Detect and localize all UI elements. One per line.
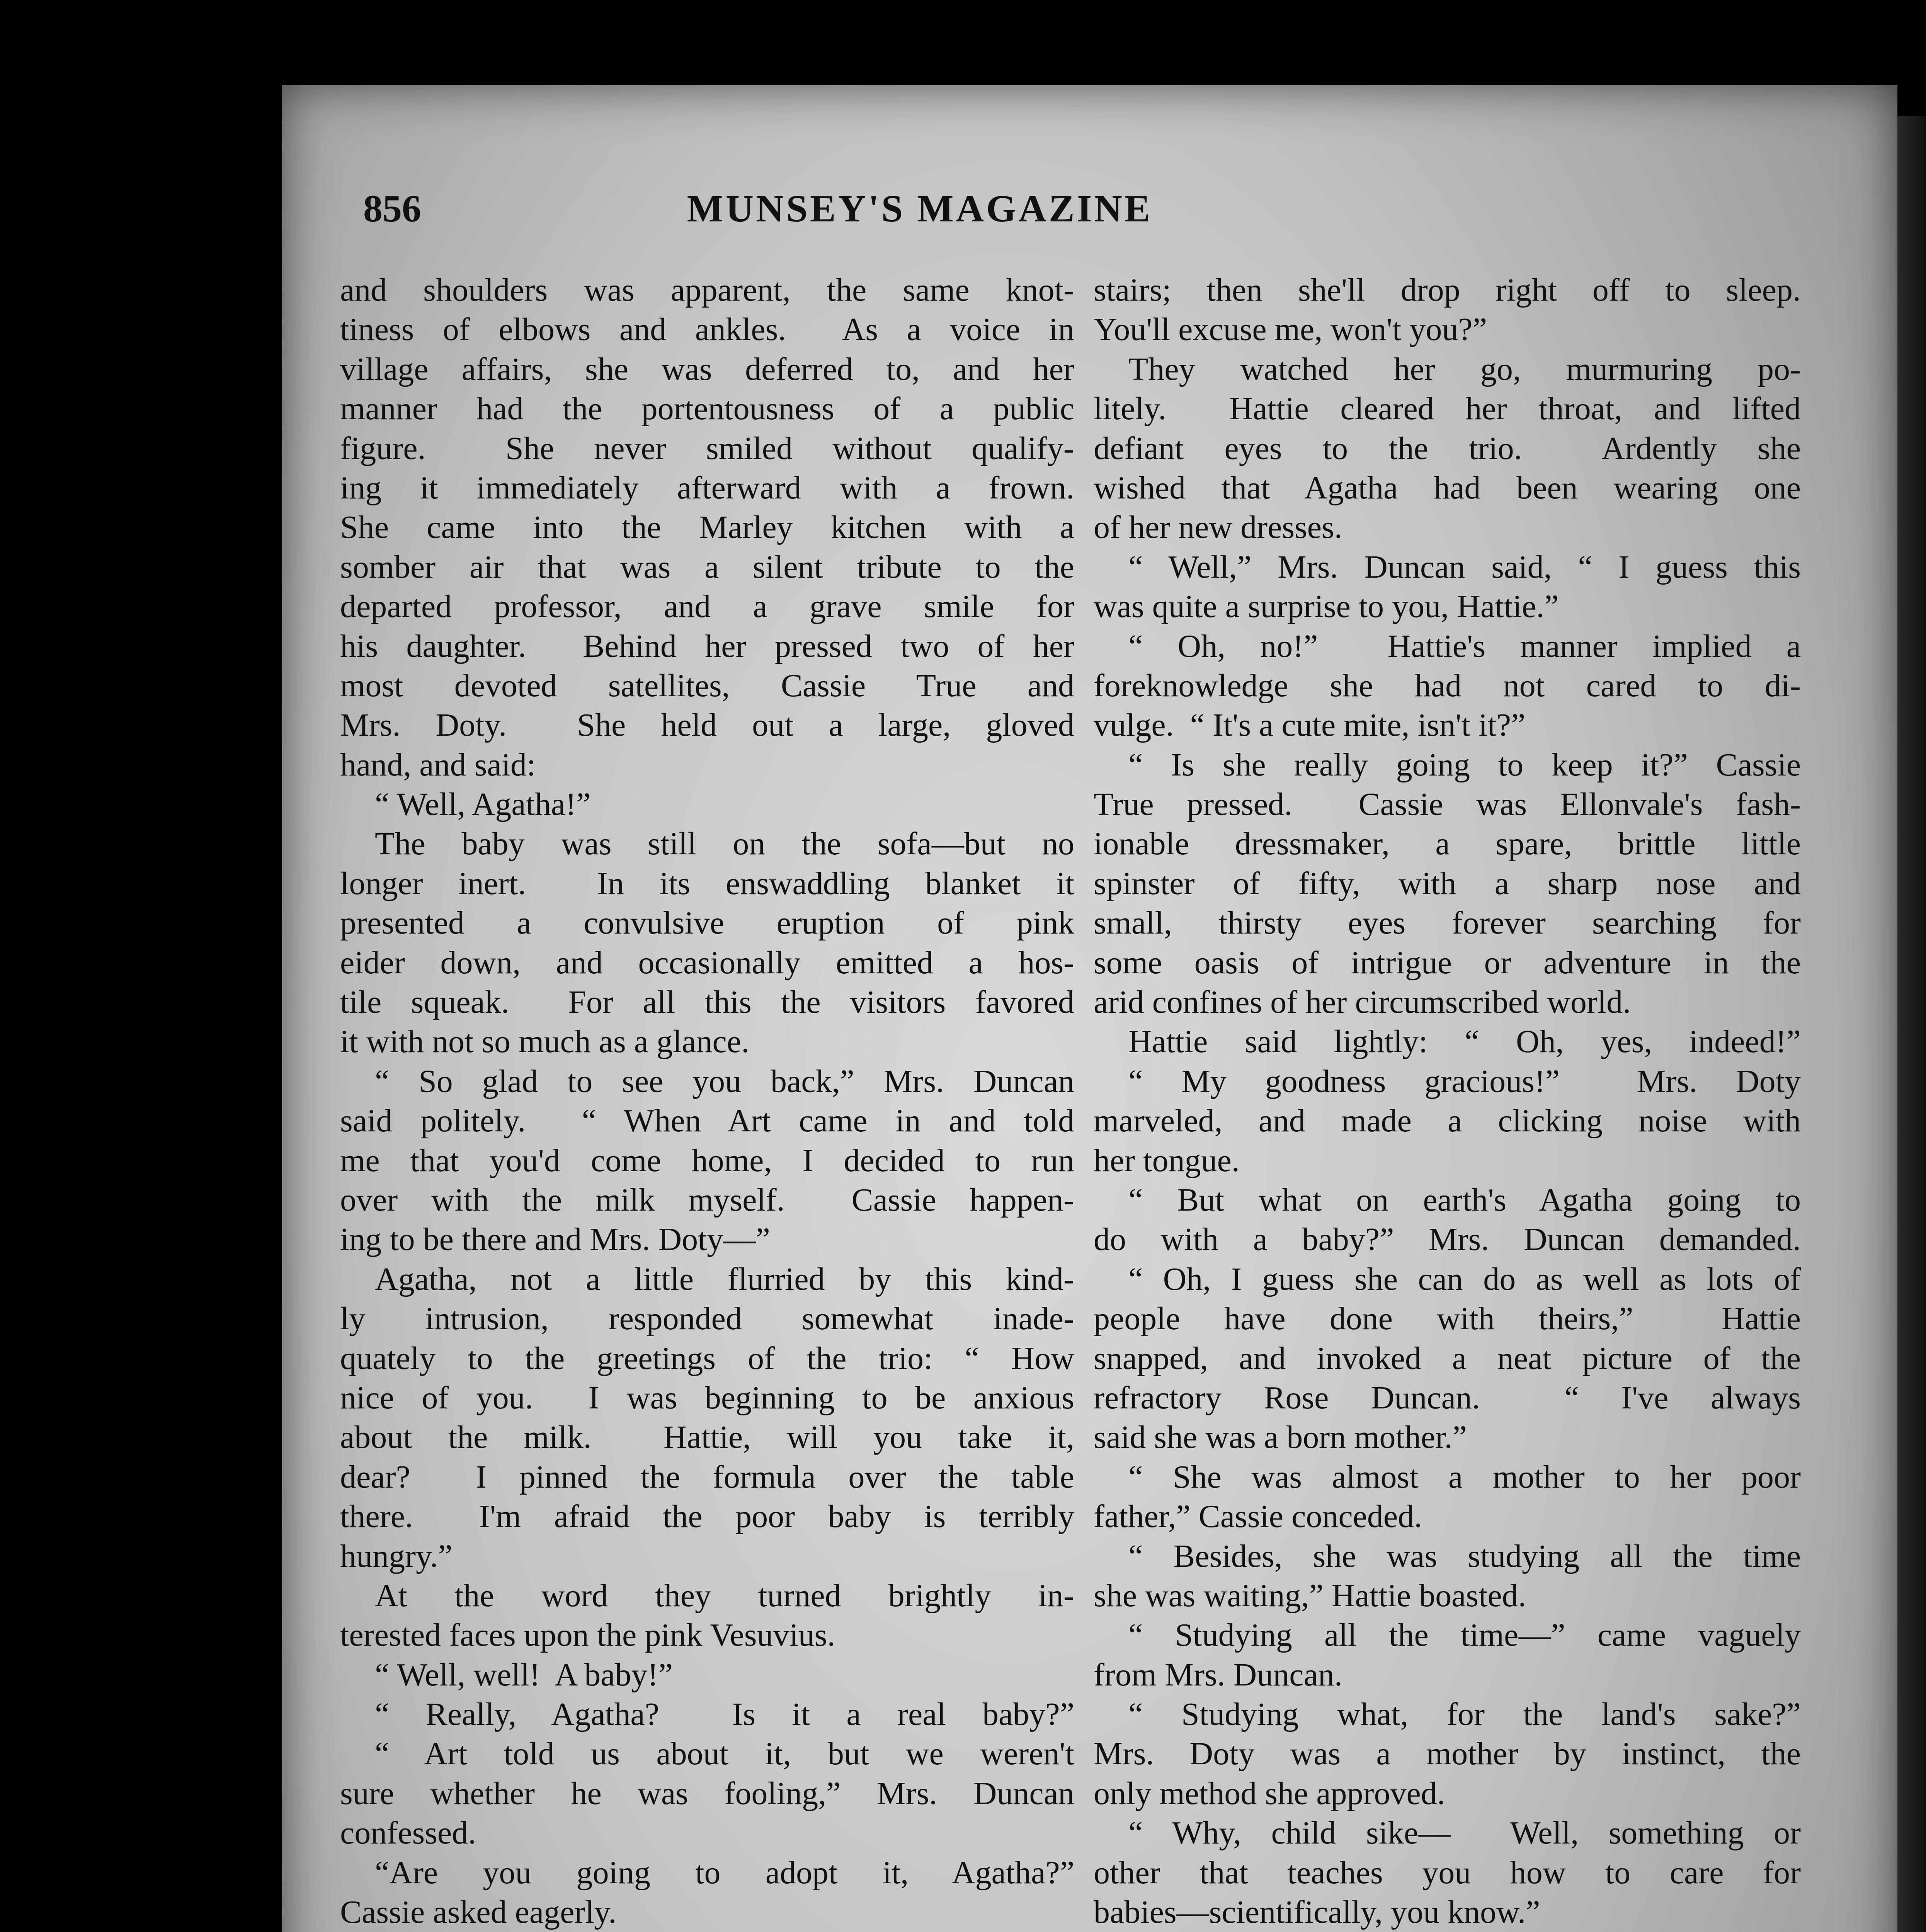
text-line: over with the milk myself. Cassie happen-	[340, 1182, 1074, 1218]
text-line: True pressed. Cassie was Ellonvale's fash-	[1094, 786, 1801, 823]
text-line: ing to be there and Mrs. Doty—”	[340, 1221, 770, 1258]
text-line: defiant eyes to the trio. Ardently she	[1094, 430, 1801, 466]
text-line: tiness of elbows and ankles. As a voice in	[340, 311, 1074, 348]
text-line: They watched her go, murmuring po-	[1128, 351, 1801, 387]
text-line: “ Studying all the time—” came vaguely	[1128, 1617, 1801, 1653]
text-line: litely. Hattie cleared her throat, and lifted	[1094, 391, 1801, 427]
text-line: foreknowledge she had not cared to di-	[1094, 667, 1801, 704]
text-line: figure. She never smiled without qualify-	[340, 430, 1074, 466]
text-line: At the word they turned brightly in-	[375, 1577, 1074, 1614]
text-line: manner had the portentousness of a public	[340, 391, 1074, 427]
text-line: arid confines of her circumscribed world.	[1094, 984, 1631, 1020]
right-text-column	[1094, 270, 1801, 1932]
text-line: The baby was still on the sofa—but no	[375, 826, 1074, 862]
text-line: Mrs. Doty was a mother by instinct, the	[1094, 1736, 1801, 1772]
text-line: “Are you going to adopt it, Agatha?”	[375, 1854, 1074, 1891]
text-line: his daughter. Behind her pressed two of her	[340, 628, 1074, 664]
text-line: hand, and said:	[340, 747, 536, 783]
text-line: village affairs, she was deferred to, and her	[340, 351, 1074, 387]
text-line: nice of you. I was beginning to be anxious	[340, 1379, 1074, 1416]
text-line: babies—scientifically, you know.”	[1094, 1894, 1540, 1930]
text-line: there. I'm afraid the poor baby is terribly	[340, 1498, 1074, 1535]
text-line: said politely. “ When Art came in and told	[340, 1103, 1074, 1139]
text-line: “ So glad to see you back,” Mrs. Duncan	[375, 1063, 1074, 1099]
text-line: sure whether he was fooling,” Mrs. Duncan	[340, 1775, 1074, 1811]
text-line: ing it immediately afterward with a frown.	[340, 469, 1074, 506]
text-line: ly intrusion, responded somewhat inade-	[340, 1301, 1074, 1337]
text-line: confessed.	[340, 1815, 476, 1851]
text-line: ionable dressmaker, a spare, brittle little	[1094, 826, 1801, 862]
text-line: presented a convulsive eruption of pink	[340, 905, 1074, 941]
text-line: it with not so much as a glance.	[340, 1024, 750, 1060]
text-line: do with a baby?” Mrs. Duncan demanded.	[1094, 1221, 1801, 1258]
text-line: She came into the Marley kitchen with a	[340, 509, 1074, 546]
text-line: from Mrs. Duncan.	[1094, 1656, 1342, 1693]
text-line: said she was a born mother.”	[1094, 1419, 1467, 1456]
text-line: “ Art told us about it, but we weren't	[375, 1736, 1074, 1772]
text-line: was quite a surprise to you, Hattie.”	[1094, 588, 1559, 625]
text-line: longer inert. In its enswaddling blanket it	[340, 865, 1074, 901]
text-line: Cassie asked eagerly.	[340, 1894, 617, 1930]
text-line: somber air that was a silent tribute to the	[340, 549, 1074, 585]
text-line: “ Why, child sike— Well, something or	[1128, 1815, 1801, 1851]
text-line: eider down, and occasionally emitted a hos-	[340, 944, 1074, 981]
text-line: “ Besides, she was studying all the time	[1128, 1538, 1801, 1574]
text-line: her tongue.	[1094, 1142, 1240, 1179]
running-head: MUNSEY'S MAGAZINE	[687, 187, 1153, 230]
text-line: “ Is she really going to keep it?” Cassie	[1128, 747, 1801, 783]
text-line: spinster of fifty, with a sharp nose and	[1094, 865, 1801, 901]
page-header	[363, 182, 1793, 236]
text-line: and shoulders was apparent, the same knot-	[340, 272, 1074, 308]
text-line: “ My goodness gracious!” Mrs. Doty	[1128, 1063, 1801, 1099]
text-line: vulge. “ It's a cute mite, isn't it?”	[1094, 707, 1526, 743]
text-line: “ Oh, no!” Hattie's manner implied a	[1128, 628, 1801, 664]
text-line: You'll excuse me, won't you?”	[1094, 311, 1487, 348]
text-line: dear? I pinned the formula over the table	[340, 1459, 1074, 1495]
text-line: “ Well, Agatha!”	[375, 786, 591, 823]
text-line: “ But what on earth's Agatha going to	[1128, 1182, 1801, 1218]
text-line: of her new dresses.	[1094, 509, 1342, 546]
text-line: “ Studying what, for the land's sake?”	[1128, 1696, 1801, 1733]
text-line: “ Really, Agatha? Is it a real baby?”	[375, 1696, 1074, 1733]
text-line: “ Well, well! A baby!”	[375, 1656, 673, 1693]
text-line: she was waiting,” Hattie boasted.	[1094, 1577, 1526, 1614]
text-line: quately to the greetings of the trio: “ How	[340, 1340, 1074, 1376]
text-line: me that you'd come home, I decided to run	[340, 1142, 1074, 1179]
page-number: 856	[363, 187, 421, 230]
text-line: Mrs. Doty. She held out a large, gloved	[340, 707, 1074, 743]
text-line: “ Well,” Mrs. Duncan said, “ I guess this	[1128, 549, 1801, 585]
text-line: about the milk. Hattie, will you take it,	[340, 1419, 1074, 1456]
text-line: only method she approved.	[1094, 1775, 1445, 1811]
text-line: some oasis of intrigue or adventure in the	[1094, 944, 1801, 981]
text-line: “ She was almost a mother to her poor	[1128, 1459, 1801, 1495]
text-line: other that teaches you how to care for	[1094, 1854, 1801, 1891]
text-line: Agatha, not a little flurried by this kind-	[375, 1261, 1074, 1297]
text-line: “ Oh, I guess she can do as well as lots of	[1128, 1261, 1801, 1297]
left-text-column	[340, 270, 1074, 1932]
text-line: hungry.”	[340, 1538, 453, 1574]
text-line: tile squeak. For all this the visitors favored	[340, 984, 1074, 1020]
text-line: departed professor, and a grave smile for	[340, 588, 1074, 625]
text-line: wished that Agatha had been wearing one	[1094, 469, 1801, 506]
text-line: stairs; then she'll drop right off to sleep.	[1094, 272, 1801, 308]
text-line: terested faces upon the pink Vesuvius.	[340, 1617, 835, 1653]
text-line: people have done with theirs,” Hattie	[1094, 1301, 1801, 1337]
text-line: refractory Rose Duncan. “ I've always	[1094, 1379, 1801, 1416]
text-line: Hattie said lightly: “ Oh, yes, indeed!”	[1128, 1024, 1801, 1060]
text-line: father,” Cassie conceded.	[1094, 1498, 1422, 1535]
text-line: snapped, and invoked a neat picture of the	[1094, 1340, 1801, 1376]
text-line: small, thirsty eyes forever searching for	[1094, 905, 1801, 941]
text-line: marveled, and made a clicking noise with	[1094, 1103, 1801, 1139]
text-line: most devoted satellites, Cassie True and	[340, 667, 1074, 704]
